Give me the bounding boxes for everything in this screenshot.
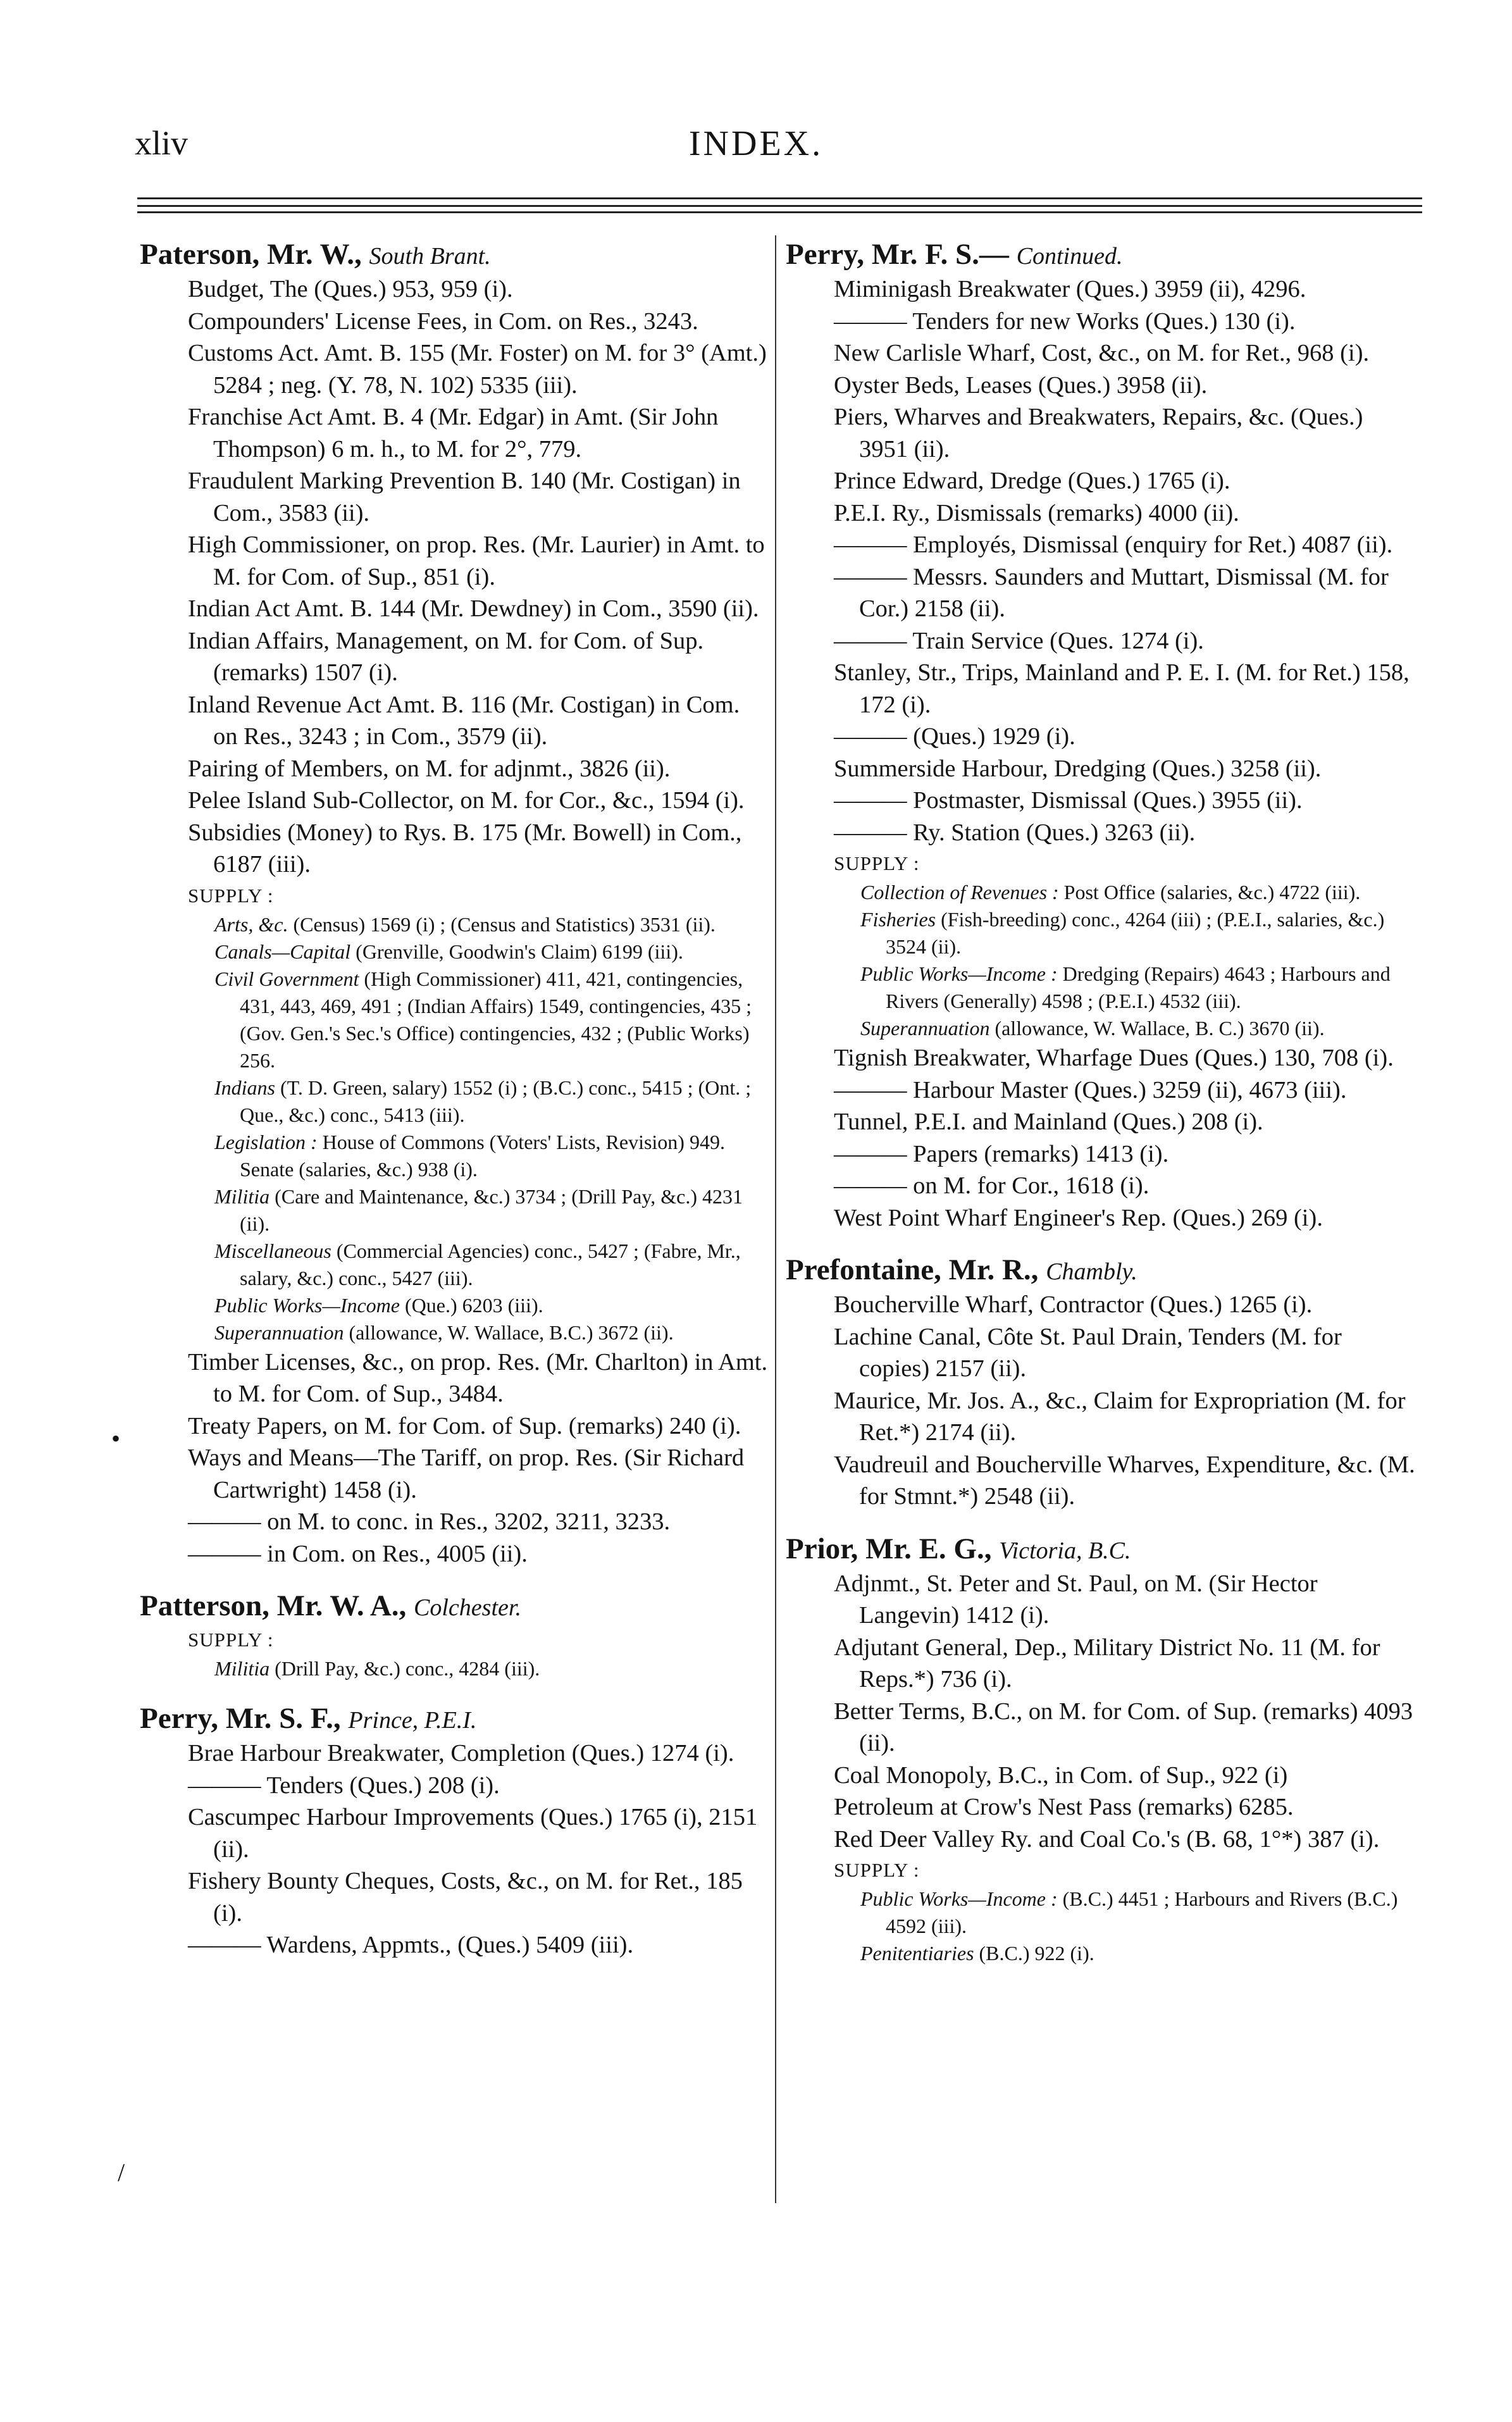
index-entry: Vaudreuil and Boucherville Wharves, Expenditure, &c. (M. for Stmnt.*) 2548 (ii). xyxy=(834,1451,1415,1510)
supply-category: Indians xyxy=(214,1076,275,1099)
index-entry: Fishery Bounty Cheques, Costs, &c., on M. for Ret., 185 (i). xyxy=(188,1868,743,1927)
person-name: Prefontaine, Mr. R., xyxy=(786,1253,1039,1286)
index-entry: Treaty Papers, on M. for Com. of Sup. (remarks) 240 (i). xyxy=(188,1412,741,1439)
index-entry: New Carlisle Wharf, Cost, &c., on M. for Ret., 968 (i). xyxy=(834,340,1370,366)
index-entry: Pelee Island Sub-Collector, on M. for Cor., &c., 1594 (i). xyxy=(188,787,745,814)
right-column xyxy=(786,237,1415,1967)
person-name: Perry, Mr. F. S.— xyxy=(786,238,1009,271)
supply-label: SUPPLY : xyxy=(834,852,920,874)
index-entry: Subsidies (Money) to Rys. B. 175 (Mr. Bowell) in Com., 6187 (iii). xyxy=(188,819,742,878)
index-entry: Stanley, Str., Trips, Mainland and P. E. I. (M. for Ret.) 158, 172 (i). xyxy=(834,659,1410,718)
index-entry: ——— Wardens, Appmts., (Ques.) 5409 (iii). xyxy=(188,1932,634,1958)
margin-mark: / xyxy=(118,2158,125,2187)
constituency: Prince, P.E.I. xyxy=(348,1707,477,1734)
index-entry: Red Deer Valley Ry. and Coal Co.'s (B. 68, 1°*) 387 (i). xyxy=(834,1825,1380,1853)
index-entry: ——— in Com. on Res., 4005 (ii). xyxy=(188,1540,528,1567)
constituency: Continued. xyxy=(1016,243,1123,270)
supply-category: Canals—Capital xyxy=(214,940,351,963)
supply-detail: (B.C.) 4451 ; Harbours and Rivers (B.C.) 4592 (iii). xyxy=(886,1887,1398,1937)
person-heading xyxy=(140,1701,769,1737)
supply-entry xyxy=(860,906,1415,960)
page-title: INDEX. xyxy=(688,124,824,163)
person-name: Perry, Mr. S. F., xyxy=(140,1702,341,1735)
header-rule xyxy=(137,205,1422,207)
supply-entry xyxy=(860,1885,1415,1940)
header-rule xyxy=(137,197,1422,199)
supply-detail: (Grenville, Goodwin's Claim) 6199 (iii). xyxy=(356,940,683,963)
supply-detail: (Drill Pay, &c.) conc., 4284 (iii). xyxy=(275,1657,540,1680)
index-entry: ——— Messrs. Saunders and Muttart, Dismissal (M. for Cor.) 2158 (ii). xyxy=(834,563,1389,622)
supply-category: Miscellaneous xyxy=(214,1239,332,1262)
index-entry: Miminigash Breakwater (Ques.) 3959 (ii), 4296. xyxy=(834,276,1306,302)
supply-detail: (Census) 1569 (i) ; (Census and Statistics) 3531 (ii). xyxy=(293,912,716,936)
supply-detail: (T. D. Green, salary) 1552 (i) ; (B.C.) conc., 5415 ; (Ont. ; Que., &c.) conc., 5413 (iii). xyxy=(240,1076,752,1126)
index-entry: Boucherville Wharf, Contractor (Ques.) 1265 (i). xyxy=(834,1291,1313,1318)
supply-detail: (allowance, W. Wallace, B.C.) 3672 (ii). xyxy=(349,1320,674,1344)
supply-category: Militia xyxy=(214,1657,270,1680)
supply-entry xyxy=(214,1655,769,1682)
index-entry: Fraudulent Marking Prevention B. 140 (Mr. Costigan) in Com., 3583 (ii). xyxy=(188,468,741,526)
supply-entry xyxy=(214,911,769,938)
index-entry: ——— Ry. Station (Ques.) 3263 (ii). xyxy=(834,819,1196,846)
supply-entry xyxy=(214,938,769,966)
index-entry: Oyster Beds, Leases (Ques.) 3958 (ii). xyxy=(834,371,1208,399)
index-entry: Better Terms, B.C., on M. for Com. of Sup. (remarks) 4093 (ii). xyxy=(834,1698,1413,1756)
index-entry: ——— Tenders (Ques.) 208 (i). xyxy=(188,1772,500,1799)
supply-entry xyxy=(214,1292,769,1319)
supply-entry xyxy=(214,1238,769,1292)
supply-entry xyxy=(860,1940,1415,1967)
index-entry: Pairing of Members, on M. for adjnmt., 3826 (ii). xyxy=(188,755,671,782)
supply-category: Arts, &c. xyxy=(214,912,288,936)
index-entry: Piers, Wharves and Breakwaters, Repairs, &c. (Ques.) 3951 (ii). xyxy=(834,404,1363,463)
supply-category: Collection of Revenues : xyxy=(860,881,1059,904)
index-entry: ——— Papers (remarks) 1413 (i). xyxy=(834,1140,1169,1167)
person-heading xyxy=(140,237,769,273)
person-heading xyxy=(786,237,1415,273)
index-entry: Compounders' License Fees, in Com. on Res., 3243. xyxy=(188,307,698,335)
person-name: Prior, Mr. E. G., xyxy=(786,1532,992,1565)
index-entry: ——— Employés, Dismissal (enquiry for Ret.) 4087 (ii). xyxy=(834,531,1393,558)
person-heading xyxy=(140,1589,769,1625)
supply-detail: (allowance, W. Wallace, B. C.) 3670 (ii). xyxy=(995,1017,1325,1040)
person-name: Patterson, Mr. W. A., xyxy=(140,1589,407,1622)
index-entry: Budget, The (Ques.) 953, 959 (i). xyxy=(188,276,513,302)
supply-detail: House of Commons (Voters' Lists, Revision) 949. Senate (salaries, &c.) 938 (i). xyxy=(240,1130,725,1181)
index-entry: Timber Licenses, &c., on prop. Res. (Mr. Charlton) in Amt. to M. for Com. of Sup., 3484. xyxy=(188,1348,768,1407)
supply-category: Civil Government xyxy=(214,967,359,990)
index-entry: ——— Train Service (Ques. 1274 (i). xyxy=(834,627,1204,654)
section-spacer xyxy=(786,1234,1415,1253)
supply-entry xyxy=(214,1074,769,1129)
index-entry: ——— Tenders for new Works (Ques.) 130 (i). xyxy=(834,307,1296,335)
section-spacer xyxy=(140,1682,769,1701)
index-entry: Adjnmt., St. Peter and St. Paul, on M. (Sir Hector Langevin) 1412 (i). xyxy=(834,1570,1318,1629)
index-entry: Inland Revenue Act Amt. B. 116 (Mr. Costigan) in Com. on Res., 3243 ; in Com., 3579 (ii). xyxy=(188,691,740,750)
index-entry: Coal Monopoly, B.C., in Com. of Sup., 922 (i) xyxy=(834,1761,1288,1789)
supply-category: Fisheries xyxy=(860,908,936,931)
person-heading xyxy=(786,1253,1415,1289)
constituency: Victoria, B.C. xyxy=(999,1537,1131,1564)
supply-detail: Dredging (Repairs) 4643 ; Harbours and Rivers (Generally) 4598 ; (P.E.I.) 4532 (iii). xyxy=(886,962,1391,1012)
supply-detail: (Fish-breeding) conc., 4264 (iii) ; (P.E.I., salaries, &c.) 3524 (ii). xyxy=(886,908,1385,958)
supply-entry xyxy=(214,1183,769,1238)
supply-label: SUPPLY : xyxy=(188,884,274,907)
index-entry: Petroleum at Crow's Nest Pass (remarks) 6285. xyxy=(834,1794,1294,1820)
supply-label: SUPPLY : xyxy=(188,1629,274,1651)
index-entry: ——— Harbour Master (Ques.) 3259 (ii), 4673 (iii). xyxy=(834,1076,1347,1103)
page-number: xliv xyxy=(135,124,189,162)
person-name: Paterson, Mr. W., xyxy=(140,238,362,271)
supply-detail: (Que.) 6203 (iii). xyxy=(404,1293,543,1317)
supply-category: Superannuation xyxy=(214,1320,344,1344)
supply-detail: Post Office (salaries, &c.) 4722 (iii). xyxy=(1063,881,1361,904)
supply-category: Penitentiaries xyxy=(860,1942,974,1965)
index-entry: P.E.I. Ry., Dismissals (remarks) 4000 (ii). xyxy=(834,499,1239,526)
margin-mark: • xyxy=(111,1424,121,1453)
supply-category: Public Works—Income : xyxy=(860,1887,1058,1910)
supply-label: SUPPLY : xyxy=(834,1859,920,1881)
index-entry: Maurice, Mr. Jos. A., &c., Claim for Expropriation (M. for Ret.*) 2174 (ii). xyxy=(834,1387,1406,1446)
supply-entry xyxy=(860,1015,1415,1042)
index-entry: Customs Act. Amt. B. 155 (Mr. Foster) on M. for 3° (Amt.) 5284 ; neg. (Y. 78, N. 102) 5335 (iii). xyxy=(188,340,767,399)
index-entry: Lachine Canal, Côte St. Paul Drain, Tenders (M. for copies) 2157 (ii). xyxy=(834,1323,1342,1382)
index-entry: ——— on M. to conc. in Res., 3202, 3211, 3233. xyxy=(188,1508,671,1535)
supply-entry xyxy=(214,966,769,1074)
supply-category: Superannuation xyxy=(860,1017,990,1040)
supply-category: Public Works—Income : xyxy=(860,962,1058,985)
index-entry: Indian Affairs, Management, on M. for Com. of Sup. (remarks) 1507 (i). xyxy=(188,627,704,686)
supply-entry xyxy=(214,1129,769,1183)
supply-category: Public Works—Income xyxy=(214,1293,400,1317)
index-entry: Adjutant General, Dep., Military District No. 11 (M. for Reps.*) 736 (i). xyxy=(834,1634,1380,1692)
index-entry: Franchise Act Amt. B. 4 (Mr. Edgar) in Amt. (Sir John Thompson) 6 m. h., to M. for 2°, 779. xyxy=(188,404,719,463)
index-entry: Tunnel, P.E.I. and Mainland (Ques.) 208 (i). xyxy=(834,1109,1263,1135)
supply-detail: (B.C.) 922 (i). xyxy=(979,1942,1094,1965)
supply-entry xyxy=(860,879,1415,906)
left-column xyxy=(140,237,769,1961)
index-entry: ——— Postmaster, Dismissal (Ques.) 3955 (ii). xyxy=(834,787,1303,814)
header-rule xyxy=(137,211,1422,213)
index-entry: High Commissioner, on prop. Res. (Mr. Laurier) in Amt. to M. for Com. of Sup., 851 (i). xyxy=(188,531,765,590)
person-heading xyxy=(786,1532,1415,1568)
index-entry: Prince Edward, Dredge (Ques.) 1765 (i). xyxy=(834,468,1230,494)
section-spacer xyxy=(786,1513,1415,1532)
page-header xyxy=(0,0,1512,209)
index-entry: Tignish Breakwater, Wharfage Dues (Ques.) 130, 708 (i). xyxy=(834,1045,1394,1071)
supply-detail: (High Commissioner) 411, 421, contingencies, 431, 443, 469, 491 ; (Indian Affairs) 1549, contingencies, 435 ; (Gov. Gen.'s Sec.'s Office) contingencies, 432 ; (Public Works) 256. xyxy=(240,967,752,1072)
constituency: South Brant. xyxy=(369,243,491,270)
index-entry: ——— (Ques.) 1929 (i). xyxy=(834,723,1075,750)
constituency: Colchester. xyxy=(414,1594,521,1621)
section-spacer xyxy=(140,1570,769,1589)
constituency: Chambly. xyxy=(1046,1258,1137,1285)
index-entry: Brae Harbour Breakwater, Completion (Ques.) 1274 (i). xyxy=(188,1740,734,1767)
index-entry: ——— on M. for Cor., 1618 (i). xyxy=(834,1172,1149,1199)
index-entry: Ways and Means—The Tariff, on prop. Res. (Sir Richard Cartwright) 1458 (i). xyxy=(188,1444,745,1503)
supply-category: Legislation : xyxy=(214,1130,318,1153)
index-entry: Indian Act Amt. B. 144 (Mr. Dewdney) in Com., 3590 (ii). xyxy=(188,595,759,622)
index-entry: West Point Wharf Engineer's Rep. (Ques.) 269 (i). xyxy=(834,1204,1323,1231)
index-entry: Summerside Harbour, Dredging (Ques.) 3258 (ii). xyxy=(834,755,1322,782)
supply-detail: (Care and Maintenance, &c.) 3734 ; (Drill Pay, &c.) 4231 (ii). xyxy=(240,1184,743,1235)
index-entry: Cascumpec Harbour Improvements (Ques.) 1765 (i), 2151 (ii). xyxy=(188,1804,758,1863)
supply-entry xyxy=(860,960,1415,1015)
supply-detail: (Commercial Agencies) conc., 5427 ; (Fabre, Mr., salary, &c.) conc., 5427 (iii). xyxy=(240,1239,741,1289)
supply-category: Militia xyxy=(214,1184,270,1208)
column-divider xyxy=(775,235,776,2203)
supply-entry xyxy=(214,1319,769,1346)
